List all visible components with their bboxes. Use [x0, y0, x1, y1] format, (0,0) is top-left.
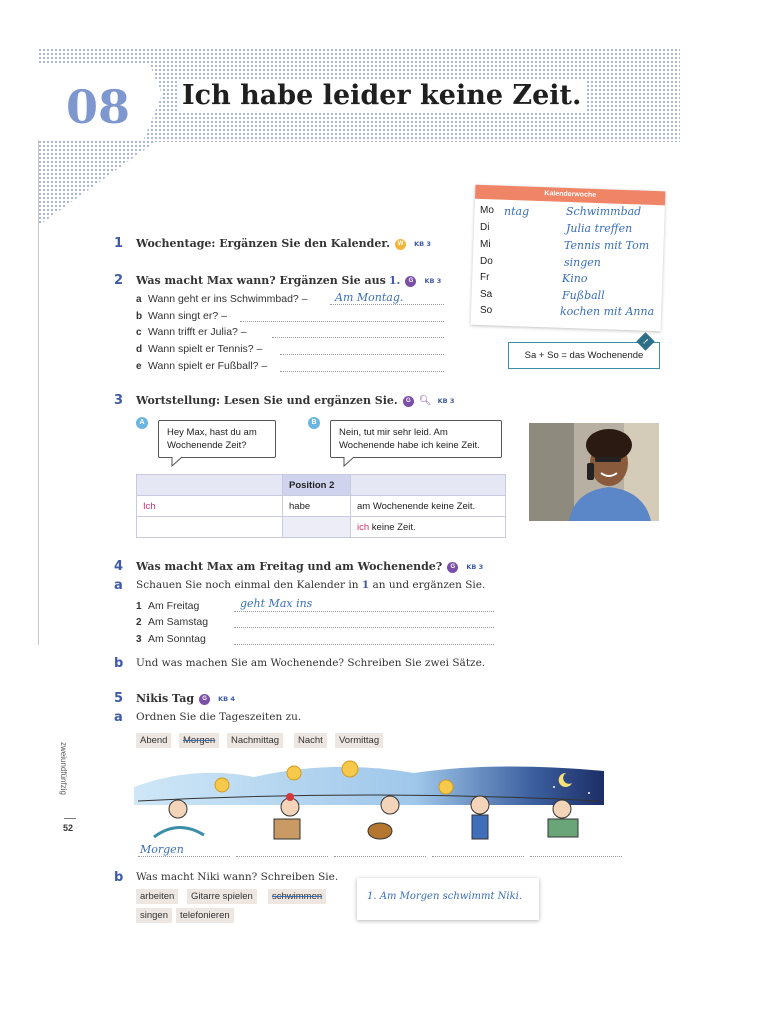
ex5-a-label: a — [114, 710, 123, 725]
word-tag-abend: Abend — [136, 733, 171, 748]
grammar-badge-icon: G — [447, 562, 458, 573]
ex3-number: 3 — [114, 393, 124, 408]
ex4-answer-1: geht Max ins — [240, 597, 313, 610]
ex2-kb: KB 3 — [424, 277, 442, 286]
ex1-title: Wochentage: Ergänzen Sie den Kalender. — [136, 237, 390, 250]
calendar-row-fr: Fr Kino — [480, 272, 588, 285]
weekend-note: Sa + So = das Wochenende — [508, 342, 660, 369]
page-number-word: zweiundfünfzig — [59, 742, 68, 795]
ex4-answer-line-3[interactable] — [234, 644, 494, 645]
table-cell: Ich — [137, 496, 283, 517]
ex4-title: Was macht Max am Freitag und am Wochenende? — [136, 560, 443, 573]
ex4-item-3: 3 Am Sonntag — [136, 633, 206, 645]
ex3-kb: KB 3 — [437, 397, 455, 406]
ex2-answer-a: Am Montag. — [335, 291, 404, 304]
time-slot-1[interactable] — [138, 856, 230, 857]
day-illustration — [134, 757, 604, 849]
grammar-badge-icon: G — [199, 694, 210, 705]
ex1-kb: KB 3 — [414, 240, 431, 249]
chapter-number: 08 — [66, 80, 131, 134]
time-slot-2[interactable] — [236, 856, 328, 857]
ex4-number: 4 — [114, 559, 124, 574]
word-tag-singen: singen — [136, 908, 172, 923]
ex2-item-c: c Wann trifft er Julia? – — [136, 326, 247, 338]
ex2-item-d: d Wann spielt er Tennis? – — [136, 343, 263, 355]
table-cell: habe — [283, 496, 351, 517]
answer-note-card: 1. Am Morgen schwimmt Niki. — [357, 878, 539, 920]
ex2-item-b: b Wann singt er? – — [136, 310, 227, 322]
bubble-b-label: B — [308, 417, 320, 429]
calendar-row-so: So kochen mit Anna — [480, 305, 655, 318]
wortschatz-badge-icon: W — [395, 239, 406, 250]
ex2-title: Was macht Max wann? Ergänzen Sie aus — [136, 274, 386, 287]
ex3-title: Wortstellung: Lesen Sie und ergänzen Sie. — [136, 394, 398, 407]
grammar-badge-icon: G — [405, 276, 416, 287]
word-tag-nacht: Nacht — [294, 733, 327, 748]
ex5-b-label: b — [114, 870, 124, 885]
ex4-title-row — [136, 560, 483, 573]
ex5-title-row — [136, 692, 235, 705]
ex5-title: Nikis Tag — [136, 692, 195, 705]
ex4-b-label: b — [114, 656, 124, 671]
calendar-row-mi: Mi Tennis mit Tom — [480, 239, 650, 252]
speech-bubble-b: Nein, tut mir sehr leid. Am Wochenende habe ich keine Zeit. — [330, 420, 502, 458]
page-title: Ich habe leider keine Zeit. — [178, 80, 585, 111]
time-answer-1: Morgen — [140, 843, 184, 856]
ex2-number: 2 — [114, 273, 124, 288]
ex4-a-label: a — [114, 578, 123, 593]
calendar-row-do: Do singen — [480, 256, 601, 269]
grammar-badge-icon: G — [403, 396, 414, 407]
calendar-header: Kalenderwoche — [475, 185, 665, 206]
ex4-a-instruction: Schauen Sie noch einmal den Kalender in 1 an und ergänzen Sie. — [136, 579, 486, 591]
ex2-item-e: e Wann spielt er Fußball? – — [136, 360, 268, 372]
table-cell-blank[interactable] — [283, 517, 351, 538]
word-tag-vormittag: Vormittag — [335, 733, 383, 748]
ex5-number: 5 — [114, 691, 124, 706]
ex5-b-instruction: Was macht Niki wann? Schreiben Sie. — [136, 871, 339, 883]
time-slot-5[interactable] — [530, 856, 622, 857]
time-slot-3[interactable] — [334, 856, 426, 857]
table-cell: ich keine Zeit. — [351, 517, 506, 538]
max-photo — [529, 423, 659, 521]
table-cell-blank[interactable] — [137, 517, 283, 538]
ex4-answer-line-2[interactable] — [234, 627, 494, 628]
word-tag-schwimmen: schwimmen — [268, 889, 326, 904]
word-tag-gitarre-spielen: Gitarre spielen — [187, 889, 257, 904]
exclamation-icon: ! — [636, 332, 654, 350]
table-header-position2: Position 2 — [283, 475, 351, 496]
time-slot-4[interactable] — [432, 856, 524, 857]
calendar-row-mo: Mo ntag Schwimmbad — [480, 205, 642, 218]
ex5-a-instruction: Ordnen Sie die Tageszeiten zu. — [136, 711, 302, 723]
speech-bubble-a: Hey Max, hast du am Wochenende Zeit? — [158, 420, 276, 458]
ex5-kb: KB 4 — [218, 695, 235, 704]
calendar-row-di: Di Julia treffen — [480, 222, 633, 235]
page-number: 52 — [63, 823, 74, 833]
table-cell: am Wochenende keine Zeit. — [351, 496, 506, 517]
ex2-title-ref: 1. — [388, 274, 401, 287]
ex4-item-2: 2 Am Samstag — [136, 616, 209, 628]
ex2-item-a: a Wann geht er ins Schwimmbad? – — [136, 293, 308, 305]
ex4-item-1: 1 Am Freitag — [136, 600, 200, 612]
word-tag-arbeiten: arbeiten — [136, 889, 178, 904]
ex4-answer-line-1[interactable] — [234, 611, 494, 612]
ex4-kb: KB 3 — [466, 563, 484, 572]
word-tag-morgen: Morgen — [179, 733, 219, 748]
ex4-b-instruction: Und was machen Sie am Wochenende? Schreiben Sie zwei Sätze. — [136, 657, 486, 669]
word-tag-telefonieren: telefonieren — [176, 908, 234, 923]
bubble-a-label: A — [136, 417, 148, 429]
footer-rule — [64, 818, 76, 819]
ex1-number: 1 — [114, 236, 124, 251]
word-order-table — [136, 474, 506, 538]
calendar-row-sa: Sa Fußball — [480, 289, 605, 302]
magnifier-icon: 🔍︎ — [418, 395, 432, 407]
word-tag-nachmittag: Nachmittag — [227, 733, 283, 748]
